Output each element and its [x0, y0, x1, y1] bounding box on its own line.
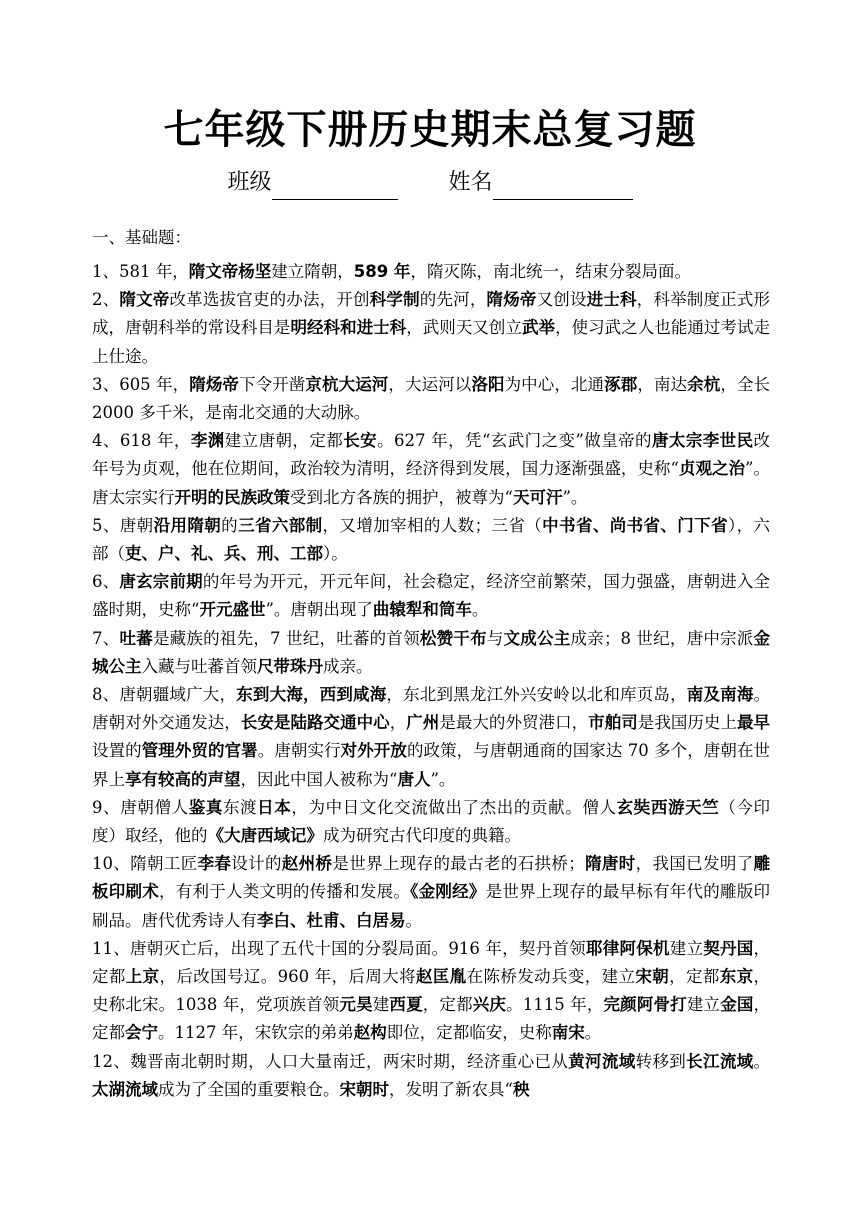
item-text: 是藏族的祖先，7 世纪，吐蕃的首领: [152, 628, 420, 648]
item-text: 。1127 年，宋钦宗的弟弟: [158, 1023, 354, 1043]
key-term: 唐玄宗前期: [119, 572, 203, 592]
page-title: 七年级下册历史期末总复习题: [163, 107, 697, 153]
item-text: ，定都: [92, 938, 771, 987]
item-text: 。627 年，凭“玄武门之变”做皇帝的: [377, 431, 652, 451]
item-text: 。: [471, 600, 489, 620]
item-text: 5、唐朝: [92, 515, 154, 535]
item-text: 2、: [92, 290, 120, 310]
key-term: 科学制: [369, 290, 420, 310]
item-text: 改革选拔官吏的办法，开创: [169, 290, 370, 310]
item-text: ，后改国号辽。960 年，后周大将: [159, 967, 416, 987]
key-term: 上京: [125, 967, 160, 987]
item-text: 10、隋朝工匠: [92, 854, 198, 874]
item-text: ，又增加宰相的人数；三省（: [322, 515, 543, 535]
item-text: ”。: [562, 487, 588, 507]
key-term: 元昊: [339, 995, 373, 1015]
key-term: 吏、户、礼、兵、刑、工部: [125, 544, 323, 564]
key-term: 洛阳: [471, 374, 505, 394]
item-text: 建立: [669, 938, 704, 958]
item-text: 改年号为贞观，他在位期间，政治较为清明，经济得到发展，国力逐渐强盛，史称“: [92, 431, 771, 479]
key-term: 长安是陆路交通中心: [240, 713, 390, 733]
key-term: 吐蕃: [119, 628, 153, 648]
key-term: 雕板印刷术: [92, 854, 771, 902]
item-text: ，发明了新农具“: [389, 1079, 513, 1099]
key-term: 南宋: [551, 1023, 585, 1043]
key-term: 589 年: [353, 262, 411, 281]
question-item: [92, 427, 770, 512]
section-heading: 一、基础题：: [92, 228, 191, 247]
item-text: ，史称北宋。1038 年，党项族首领: [92, 967, 770, 1015]
key-term: 秧: [512, 1079, 530, 1099]
item-text: 建: [372, 995, 390, 1015]
item-text: 下令开凿: [239, 374, 306, 394]
key-term: 中书省、尚书省、门下省: [542, 515, 728, 535]
question-item: [92, 512, 770, 568]
item-text: 1、581 年，: [92, 262, 189, 281]
item-text: ，全长 2000 多千米，是南北交通的大动脉。: [92, 374, 771, 423]
key-term: 武举: [521, 318, 556, 338]
key-term: 赵州桥: [281, 854, 333, 874]
key-term: 天可汗: [512, 487, 563, 507]
item-text: 的先河，: [419, 290, 487, 310]
item-text: 。: [405, 910, 422, 930]
item-text: 入藏与吐蕃首领: [141, 656, 257, 676]
key-term: 长江流域: [686, 1051, 754, 1071]
question-item: [92, 935, 770, 1048]
key-term: 东到大海，西到咸海: [236, 685, 387, 705]
item-text: ”。: [430, 769, 456, 789]
item-text: 又创设: [536, 290, 587, 310]
item-text: 是世界上现存的最古老的石拱桥；: [332, 854, 585, 874]
key-term: 玄奘西游天竺: [616, 797, 720, 817]
key-term: 黄河流域: [568, 1051, 636, 1071]
item-text: 成为研究古代印度的典籍。: [323, 826, 521, 846]
item-text: 7、: [92, 628, 120, 648]
item-text: 的政策，与唐朝通商的国家达 70 多个，唐朝在世界上: [92, 741, 771, 789]
key-term: 隋文帝杨坚: [188, 262, 272, 281]
key-term: 唐人: [397, 769, 431, 789]
key-term: 《大唐西域记》: [207, 826, 323, 846]
question-item: [92, 625, 770, 681]
item-text: 。: [584, 1023, 602, 1043]
class-label: 班级: [227, 170, 272, 195]
item-text: ，定都: [92, 995, 771, 1043]
item-text: 成亲。: [323, 656, 373, 676]
name-blank-line: [493, 173, 633, 200]
item-text: 。唐朝实行: [257, 741, 341, 761]
key-term: 金国: [720, 995, 754, 1015]
item-text: 是最大的外贸港口，: [439, 713, 589, 733]
key-term: 鉴真: [188, 797, 223, 817]
item-text: 设置的: [92, 741, 142, 761]
item-text: 。: [753, 1051, 771, 1071]
key-term: 明经科和进士科: [290, 318, 407, 338]
key-term: 李渊: [190, 431, 225, 451]
item-text: ）。: [323, 544, 348, 564]
item-text: ，为中日文化交流做出了杰出的贡献。僧人: [291, 797, 617, 817]
item-text: 受到北方各族的拥护，被尊为“: [290, 487, 513, 507]
key-term: 宋朝时: [339, 1079, 389, 1099]
key-term: 文成公主: [503, 628, 571, 648]
key-term: 三省六部制: [238, 515, 323, 535]
key-term: 日本: [257, 797, 292, 817]
item-text: 东渡: [222, 797, 258, 817]
item-text: 11、唐朝灭亡后，出现了五代十国的分裂局面。916 年，契丹首领: [92, 938, 586, 958]
item-text: 的年号为开元，开元年间，社会稳定，经济空前繁荣，国力强盛，唐朝进入全盛时期，史称“: [92, 572, 770, 620]
key-term: 贞观之治: [678, 459, 746, 479]
key-term: 沿用隋朝: [153, 515, 222, 535]
key-term: 西夏: [389, 995, 423, 1015]
question-item: [92, 568, 770, 624]
key-term: 余杭: [687, 374, 721, 394]
item-text: 12、魏晋南北朝时期，人口大量南迁，两宋时期，经济重心已从: [92, 1051, 569, 1071]
item-text: ，因此中国人被称为“: [240, 769, 398, 789]
name-label: 姓名: [448, 170, 493, 195]
item-text: 成亲；8 世纪，唐中宗派: [570, 628, 754, 648]
key-term: 金城公主: [92, 628, 771, 676]
item-text: ，大运河以: [388, 374, 472, 394]
item-text: ，有利于人类文明的传播和发展。: [158, 882, 411, 902]
key-term: 最早: [737, 713, 771, 733]
key-term: 宋朝: [635, 967, 670, 987]
key-term: 市舶司: [588, 713, 638, 733]
key-term: 东京: [719, 967, 754, 987]
name-field: [449, 166, 633, 200]
question-item: [92, 850, 770, 935]
key-term: 涿郡: [604, 374, 638, 394]
key-term: 隋炀帝: [189, 374, 240, 394]
item-text: ，: [389, 713, 407, 733]
question-item: [92, 258, 770, 286]
item-text: ，东北到黑龙江外兴安岭以北和库页岛，: [386, 685, 687, 705]
item-text: 建立: [686, 995, 721, 1015]
item-text: 设计的: [231, 854, 282, 874]
key-term: 隋唐时: [584, 854, 636, 874]
key-term: 《金刚经》: [410, 882, 486, 902]
item-text: 3、605 年，: [92, 374, 190, 394]
question-list: [92, 258, 770, 1104]
class-field: [227, 166, 397, 200]
key-term: 耶律阿保机: [585, 938, 670, 958]
question-item: [92, 681, 770, 794]
key-term: 开元盛世: [199, 600, 266, 620]
key-term: 完颜阿骨打: [603, 995, 687, 1015]
key-term: 兴庆: [472, 995, 507, 1015]
key-term: 开明的民族政策: [174, 487, 290, 507]
key-term: 唐太宗李世民: [651, 431, 754, 451]
class-blank-line: [272, 173, 398, 200]
key-term: 赵构: [353, 1023, 387, 1043]
key-term: 李春: [197, 854, 232, 874]
key-term: 赵匡胤: [416, 967, 467, 987]
key-term: 契丹国: [703, 938, 754, 958]
item-text: ，我国已发明了: [635, 854, 754, 874]
key-term: 南及南海: [686, 685, 754, 705]
key-term: 京杭大运河: [305, 374, 389, 394]
item-text: 在陈桥发动兵变，建立: [466, 967, 636, 987]
item-text: ”。唐太宗实行: [92, 459, 771, 507]
item-text: ，武则天又创立: [406, 318, 522, 338]
key-term: 管理外贸的官署: [141, 741, 258, 761]
key-term: 广州: [406, 713, 440, 733]
student-info-fields: [0, 166, 860, 200]
item-text: 6、: [92, 572, 120, 592]
question-item: [92, 286, 770, 371]
item-text: （今印度）取经，他的: [92, 797, 771, 846]
item-text: ，使习武之人也能通过考试走上仕途。: [92, 318, 771, 366]
item-text: ，定都: [422, 995, 473, 1015]
item-text: 是世界上现存的最早标有年代的雕版印刷品。唐代优秀诗人有: [92, 882, 771, 930]
question-item: [92, 1048, 770, 1104]
item-text: 转移到: [635, 1051, 687, 1071]
item-text: 9、唐朝僧人: [92, 797, 189, 817]
key-term: 尺带珠丹: [257, 656, 323, 676]
key-term: 太湖流域: [92, 1079, 158, 1099]
key-term: 享有较高的声望: [125, 769, 241, 789]
item-text: 。唐朝对外交通发达，: [92, 685, 770, 733]
key-term: 曲辕犁和筒车: [372, 600, 472, 620]
item-text: ，科举制度正式形成，唐朝科举的常设科目是: [92, 290, 770, 338]
item-text: ”。唐朝出现了: [265, 600, 373, 620]
item-text: 是我国历史上: [637, 713, 738, 733]
item-text: 的: [221, 515, 239, 535]
item-text: ），六部（: [92, 515, 771, 564]
key-term: 隋文帝: [119, 290, 170, 310]
item-text: 为中心，北通: [504, 374, 605, 394]
item-text: 建立唐朝，定都: [224, 431, 344, 451]
key-term: 李白、杜甫、白居易: [257, 910, 406, 930]
key-term: 松赞干布: [419, 628, 487, 648]
key-term: 会宁: [125, 1023, 158, 1043]
key-term: 长安: [343, 431, 378, 451]
item-text: 与: [486, 628, 504, 648]
question-item: [92, 794, 770, 850]
item-text: 。1115 年，: [506, 995, 604, 1015]
item-text: ，南达: [637, 374, 688, 394]
key-term: 隋炀帝: [486, 290, 537, 310]
item-text: 4、618 年，: [92, 431, 191, 451]
key-term: 进士科: [586, 290, 637, 310]
question-item: [92, 371, 770, 427]
key-term: 对外开放: [340, 741, 407, 761]
item-text: ，隋灭陈，南北统一，结束分裂局面。: [410, 262, 691, 281]
item-text: 即位，定都临安，史称: [386, 1023, 552, 1043]
item-text: 成为了全国的重要粮仓。: [158, 1079, 340, 1099]
item-text: ，定都: [669, 967, 720, 987]
item-text: 建立隋朝，: [271, 262, 354, 281]
item-text: 8、唐朝疆域广大，: [92, 685, 237, 705]
